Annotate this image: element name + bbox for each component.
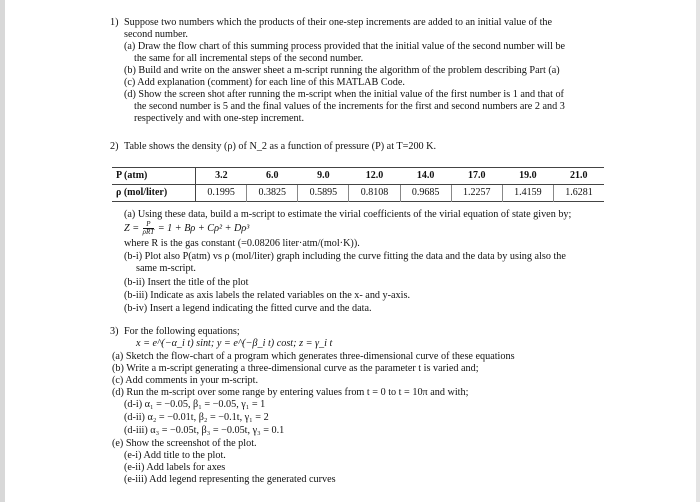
q1-line-2: second number.: [124, 29, 188, 40]
q2-intro: Table shows the density (ρ) of N_2 as a function of pressure (P) at T=200 K.: [124, 141, 437, 152]
q1-part-a-cont: the same for all incremental steps of the second number.: [134, 53, 364, 64]
right-scan-edge: [696, 0, 700, 502]
q3-part-d: (d) Run the m-script over some range by entering values from t = 0 to t = 10π and with;: [112, 387, 469, 398]
q3-part-d-iii: (d-iii) α₃ = −0.05t, β₃ = −0.05t, γ₃ = 0.1: [124, 425, 285, 436]
q1-part-d-cont: the second number is 5 and the final values of the increments for the first and second numbers are 2 and 3: [134, 101, 565, 112]
fraction-numerator: P: [143, 221, 155, 229]
density-cell: 1.6281: [565, 187, 593, 198]
density-row: [112, 185, 604, 202]
density-table: [112, 167, 604, 202]
q3-number: 3): [110, 326, 119, 337]
pressure-cell: 6.0: [247, 168, 298, 185]
pressure-cell: 21.0: [553, 168, 604, 185]
q2-part-a: (a) Using these data, build a m-script to estimate the virial coefficients of the virial equation of state given by;: [124, 209, 572, 220]
pressure-cell: 17.0: [451, 168, 502, 185]
q3-part-d-i: (d-i) α₁ = −0.05, β₁ = −0.05, γ₁ = 1: [124, 399, 266, 410]
q2-part-b-iii: (b-iii) Indicate as axis labels the related variables on the x- and y-axis.: [124, 290, 410, 301]
density-cell: 1.2257: [451, 185, 502, 202]
left-scan-edge: [0, 0, 5, 502]
gas-constant-note: where R is the gas constant (=0.08206 liter·atm/(mol·K)).: [124, 238, 360, 249]
q2-part-b-i: (b-i) Plot also P(atm) vs ρ (mol/liter) graph including the curve fitting the data and the data by using also the: [124, 251, 566, 262]
pressure-cell: 14.0: [400, 168, 451, 185]
q2-part-b-i-cont: same m-script.: [136, 263, 196, 274]
q1-part-b: (b) Build and write on the answer sheet a m-script running the algorithm of the problem describing Part (a): [124, 65, 560, 76]
q1-part-d-cont2: respectively and with one-step increment.: [134, 113, 305, 124]
density-cell: 0.1995: [196, 185, 247, 202]
q3-part-e-iii: (e-iii) Add legend representing the generated curves: [124, 474, 336, 485]
q3-intro: For the following equations;: [124, 326, 240, 337]
q1-number: 1): [110, 17, 119, 28]
pressure-cell: 9.0: [298, 168, 349, 185]
q3-part-d-ii: (d-ii) α₂ = −0.01t, β₂ = −0.1t, γ₁ = 2: [124, 412, 269, 423]
q2-number: 2): [110, 141, 119, 152]
density-cell: 1.4159: [502, 185, 553, 202]
virial-equation: [124, 221, 249, 236]
density-cell: 0.9685: [400, 185, 451, 202]
density-cell: 0.8108: [349, 185, 400, 202]
q3-part-e-i: (e-i) Add title to the plot.: [124, 450, 226, 461]
q1-line-1: Suppose two numbers which the products of their one-step increments are added to an initial value of the: [124, 17, 553, 28]
equation-lhs: Z =: [124, 222, 140, 234]
q3-part-c: (c) Add comments in your m-script.: [112, 375, 258, 386]
pressure-row-label: P (atm): [112, 168, 196, 185]
density-cell: 0.5895: [298, 185, 349, 202]
q3-part-e-ii: (e-ii) Add labels for axes: [124, 462, 226, 473]
q2-part-b-ii: (b-ii) Insert the title of the plot: [124, 277, 249, 288]
q3-part-e: (e) Show the screenshot of the plot.: [112, 438, 257, 449]
pressure-cell: 3.2: [196, 168, 247, 185]
pressure-row: [112, 168, 604, 185]
equation-fraction: [143, 221, 155, 236]
q3-part-b: (b) Write a m-script generating a three-dimensional curve as the parameter t is varied and;: [112, 363, 479, 374]
density-cell: 0.3825: [247, 185, 298, 202]
density-row-label: ρ (mol/liter): [112, 185, 196, 202]
pressure-cell: 12.0: [349, 168, 400, 185]
q2-part-b-iv: (b-iv) Insert a legend indicating the fitted curve and the data.: [124, 303, 372, 314]
q3-part-a: (a) Sketch the flow-chart of a program which generates three-dimensional curve of these equations: [112, 351, 515, 362]
pressure-cell: 19.0: [502, 168, 553, 185]
equation-rhs: = 1 + Bρ + Cρ² + Dρ³: [157, 222, 250, 234]
fraction-denominator: ρRT: [142, 228, 155, 236]
q1-part-d: (d) Show the screen shot after running the m-script when the initial value of the first number is 1 and that of: [124, 89, 564, 100]
q3-equations: x = e^(−α_i t) sint; y = e^(−β_i t) cost; z = γ_i t: [136, 338, 333, 349]
q1-part-a: (a) Draw the flow chart of this summing process provided that the initial value of the second number will be: [124, 41, 566, 52]
q1-part-c: (c) Add explanation (comment) for each line of this MATLAB Code.: [124, 77, 405, 88]
